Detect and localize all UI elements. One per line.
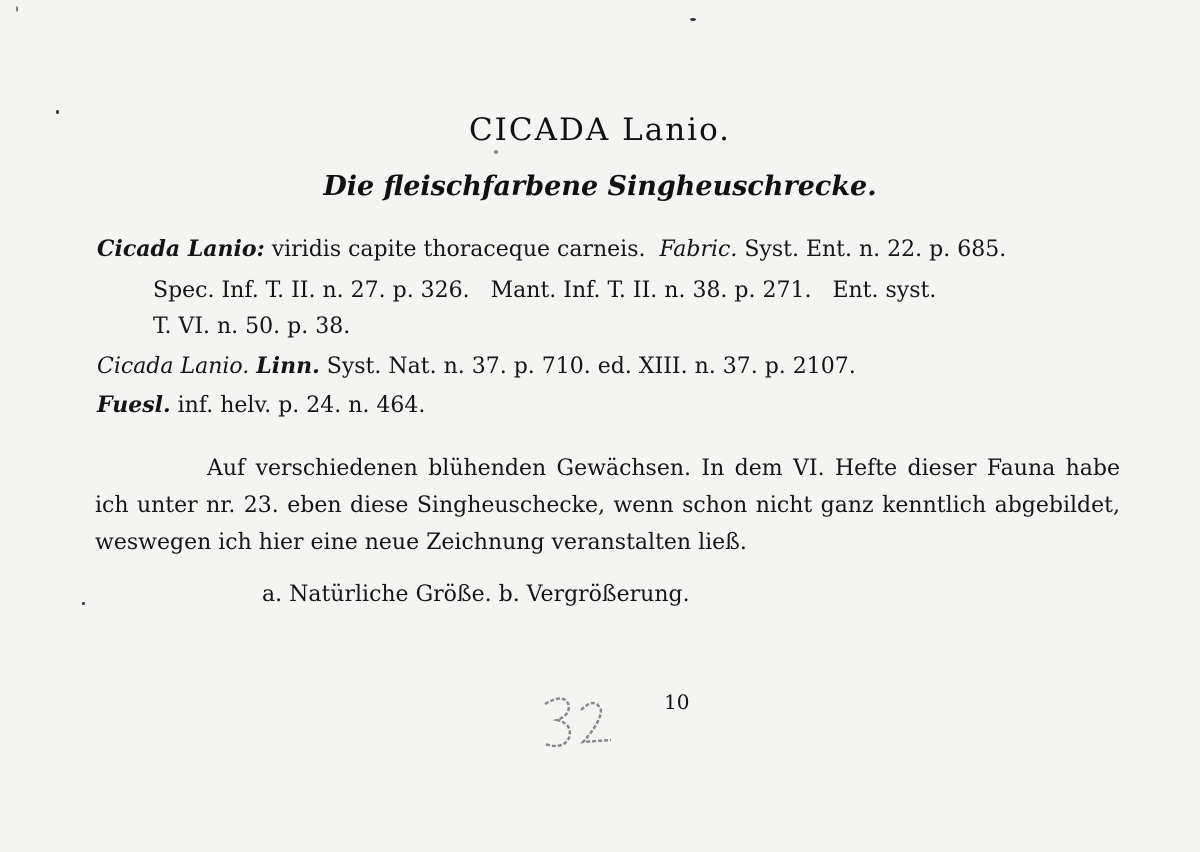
- page-title: CICADA Lanio.: [468, 112, 732, 148]
- reference-author: Fabric.: [659, 237, 738, 262]
- print-speck: [56, 110, 59, 114]
- page-number: 10: [664, 690, 690, 714]
- page-subtitle: Die fleischfarbene Singheuschrecke.: [323, 171, 877, 202]
- print-speck: [690, 18, 696, 21]
- print-speck: [16, 6, 18, 12]
- reference-line-1: [97, 236, 1006, 262]
- reference-author: Linn.: [256, 353, 320, 379]
- description-paragraph: Auf verschiedenen blühenden Gewächsen. In dem VI. Hefte dieser Fauna habe ich unter nr. 23. eben diese Singheuschecke, wenn schon nicht ganz kenntlich abgebildet, weswegen ich hier eine neue Zeichnung veranstalten ließ.: [95, 456, 1120, 555]
- reference-line-2: Spec. Inf. T. II. n. 27. p. 326. Mant. Inf. T. II. n. 38. p. 271. Ent. syst.: [153, 278, 937, 303]
- handwritten-mark: [535, 690, 625, 764]
- reference-line-3: T. VI. n. 50. p. 38.: [153, 314, 351, 339]
- species-name: Cicada Lanio:: [97, 236, 265, 262]
- reference-citation: inf. helv. p. 24. n. 464.: [177, 393, 426, 418]
- handwritten-32-icon: [535, 690, 625, 760]
- species-name: Cicada Lanio.: [97, 354, 250, 379]
- print-speck: [494, 150, 498, 154]
- reference-citation: Syst. Nat. n. 37. p. 710. ed. XIII. n. 37. p. 2107.: [326, 354, 856, 379]
- reference-line-5: [97, 392, 425, 418]
- reference-citation: Syst. Ent. n. 22. p. 685.: [744, 237, 1007, 262]
- species-description: viridis capite thoraceque carneis.: [271, 237, 646, 262]
- reference-author: Fuesl.: [97, 392, 171, 418]
- reference-line-4: [97, 353, 856, 379]
- figure-legend: a. Natürliche Größe. b. Vergrößerung.: [262, 582, 690, 607]
- print-speck: [82, 602, 85, 605]
